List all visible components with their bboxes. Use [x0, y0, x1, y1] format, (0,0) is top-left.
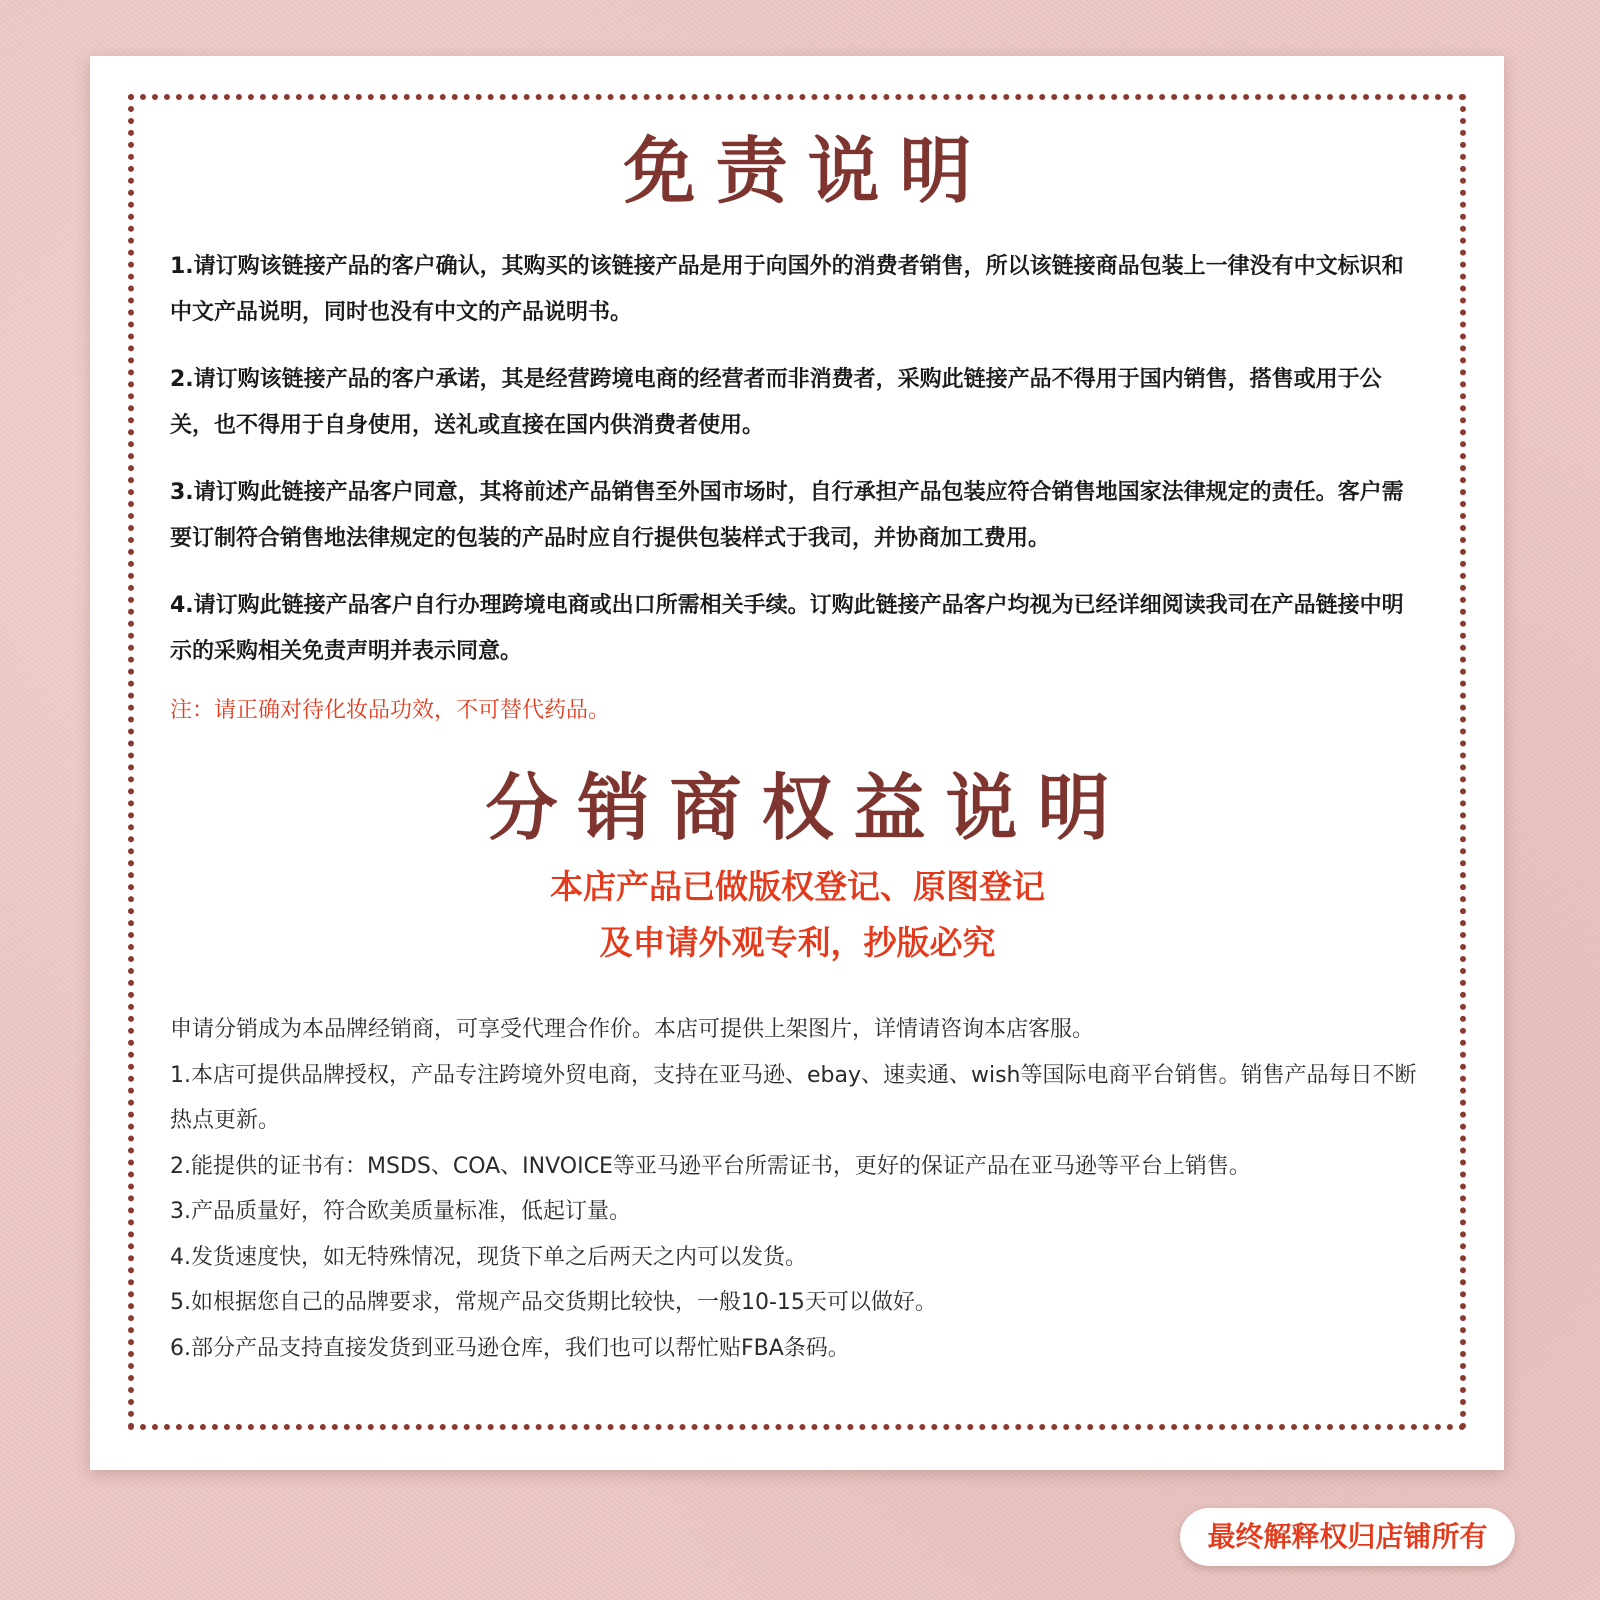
benefit-item: 2.能提供的证书有：MSDS、COA、INVOICE等亚马逊平台所需证书，更好的保证产品在亚马逊等平台上销售。	[170, 1153, 1251, 1179]
benefit-item: 3.产品质量好，符合欧美质量标准，低起订量。	[170, 1199, 631, 1224]
benefit-item: 1.本店可提供品牌授权，产品专注跨境外贸电商，支持在亚马逊、ebay、速卖通、wish等国际电商平台销售。销售产品每日不断热点更新。	[170, 1062, 1417, 1133]
disclaimer-clause-2: 2.请订购该链接产品的客户承诺，其是经营跨境电商的经营者而非消费者，采购此链接产品不得用于国内销售，搭售或用于公关，也不得用于自身使用，送礼或直接在国内供消费者使用。	[170, 367, 1382, 438]
benefit-item: 5.如根据您自己的品牌要求，常规产品交货期比较快，一般10-15天可以做好。	[170, 1290, 937, 1315]
document-card	[90, 56, 1504, 1470]
disclaimer-clause-4: 4.请订购此链接产品客户自行办理跨境电商或出口所需相关手续。订购此链接产品客户均视为已经详细阅读我司在产品链接中明示的采购相关免责声明并表示同意。	[170, 593, 1404, 664]
distributor-title: 分销商权益说明	[485, 766, 1130, 850]
benefit-item: 6.部分产品支持直接发货到亚马逊仓库，我们也可以帮忙贴FBA条码。	[170, 1335, 850, 1361]
copyright-notice-line-1: 本店产品已做版权登记、原图登记	[550, 867, 1045, 906]
final-interpretation-badge: 最终解释权归店铺所有	[1180, 1508, 1515, 1566]
disclaimer-title: 免责说明	[623, 129, 992, 213]
document-content	[170, 126, 1425, 1371]
distributor-benefits-list	[170, 1007, 1425, 1371]
disclaimer-note: 注：请正确对待化妆品功效，不可替代药品。	[170, 698, 611, 723]
copyright-notice-line-2: 及申请外观专利，抄版必究	[599, 923, 996, 962]
benefit-intro: 申请分销成为本品牌经销商，可享受代理合作价。本店可提供上架图片，详情请咨询本店客服。	[170, 1017, 1095, 1042]
disclaimer-clause-1: 1.请订购该链接产品的客户确认，其购买的该链接产品是用于向国外的消费者销售，所以该链接商品包装上一律没有中文标识和中文产品说明，同时也没有中文的产品说明书。	[170, 254, 1404, 325]
disclaimer-clause-3: 3.请订购此链接产品客户同意，其将前述产品销售至外国市场时，自行承担产品包装应符合销售地国家法律规定的责任。客户需要订制符合销售地法律规定的包装的产品时应自行提供包装样式于我司，并协商加工费用。	[170, 480, 1404, 551]
benefit-item: 4.发货速度快，如无特殊情况，现货下单之后两天之内可以发货。	[170, 1244, 807, 1270]
